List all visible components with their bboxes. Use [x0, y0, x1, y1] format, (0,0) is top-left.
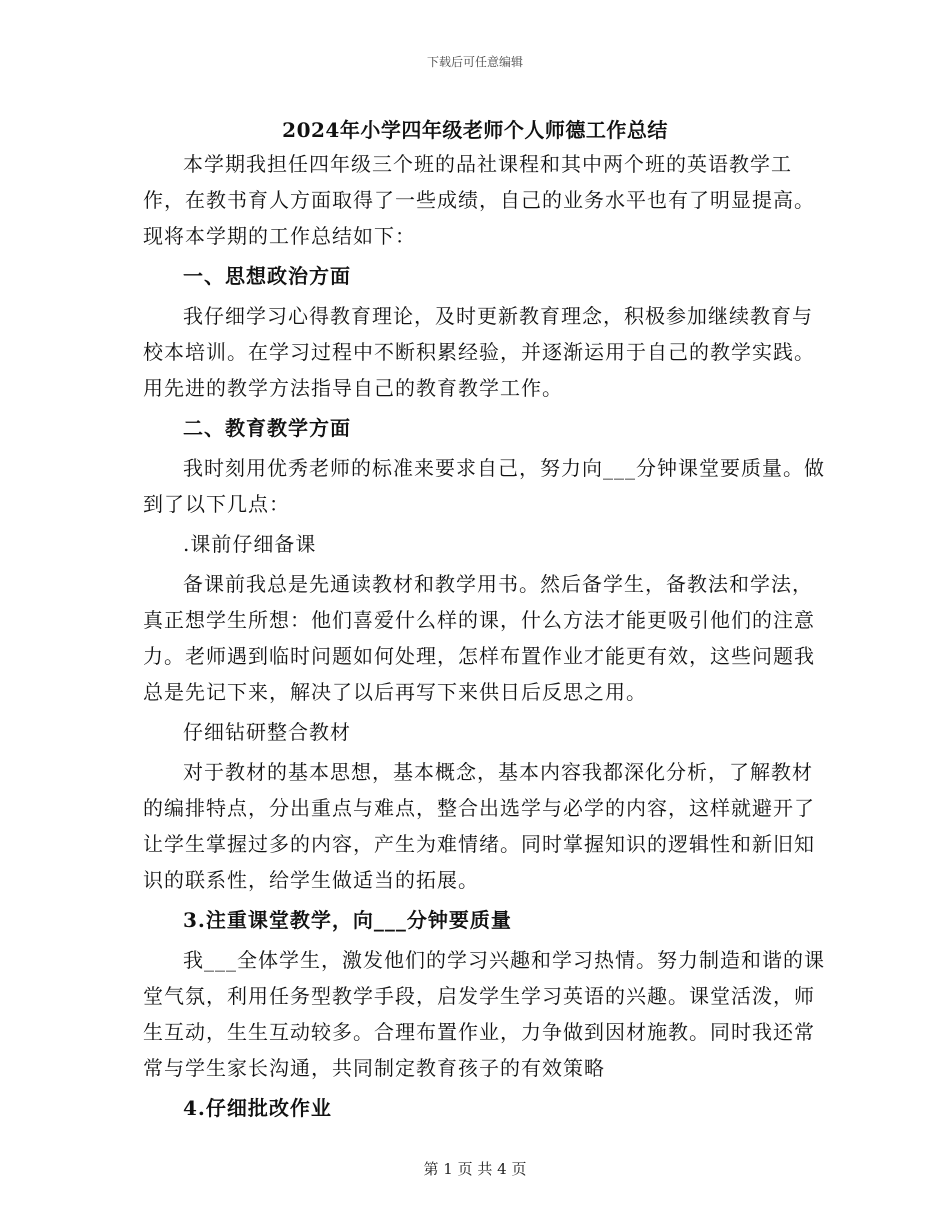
subheading-lesson-prep: .课前仔细备课	[183, 532, 317, 556]
paragraph-lesson-prep: 备课前我总是先通读教材和教学用书。然后备学生，备教法和学法，真正想学生所想：他们喜爱什么样的课，什么方法才能更吸引他们的注意力。老师遇到临时问题如何处理，怎样布置作业才能更有效，这些问题我总是先记下来，解决了以后再写下来供日后反思之用。	[143, 572, 815, 704]
paragraph-politics: 我仔细学习心得教育理论，及时更新教育理念，积极参加继续教育与校本培训。在学习过程中不断积累经验，并逐渐运用于自己的教学实践。用先进的教学方法指导自己的教育教学工作。	[143, 304, 815, 400]
document-body	[143, 146, 833, 1126]
paragraph-teaching-intro: 我时刻用优秀老师的标准来要求自己，努力向___分钟课堂要质量。做到了以下几点：	[143, 456, 825, 516]
subheading-classroom-teaching: 3.注重课堂教学，向___分钟要质量	[183, 908, 512, 932]
document-title: 2024年小学四年级老师个人师德工作总结	[282, 118, 668, 142]
subheading-textbook-study: 仔细钻研整合教材	[183, 720, 351, 744]
download-note: 下载后可任意编辑	[426, 55, 523, 69]
paragraph-textbook-study: 对于教材的基本思想，基本概念，基本内容我都深化分析，了解教材的编排特点，分出重点与难点，整合出选学与必学的内容，这样就避开了让学生掌握过多的内容，产生为难情绪。同时掌握知识的逻辑性和新旧知识的联系性，给学生做适当的拓展。	[143, 760, 815, 892]
section-heading-politics: 一、思想政治方面	[183, 264, 351, 288]
paragraph-intro: 本学期我担任四年级三个班的品社课程和其中两个班的英语教学工作，在教书育人方面取得了一些成绩，自己的业务水平也有了明显提高。现将本学期的工作总结如下：	[143, 152, 815, 248]
page-number-footer: 第 1 页 共 4 页	[423, 1160, 527, 1178]
section-heading-teaching: 二、教育教学方面	[183, 416, 351, 440]
subheading-homework-grading: 4.仔细批改作业	[183, 1096, 332, 1120]
paragraph-classroom-teaching: 我___全体学生，激发他们的学习兴趣和学习热情。努力制造和谐的课堂气氛，利用任务型教学手段，启发学生学习英语的兴趣。课堂活泼，师生互动，生生互动较多。合理布置作业，力争做到因材施教。同时我还常常与学生家长沟通，共同制定教育孩子的有效策略	[143, 948, 825, 1080]
